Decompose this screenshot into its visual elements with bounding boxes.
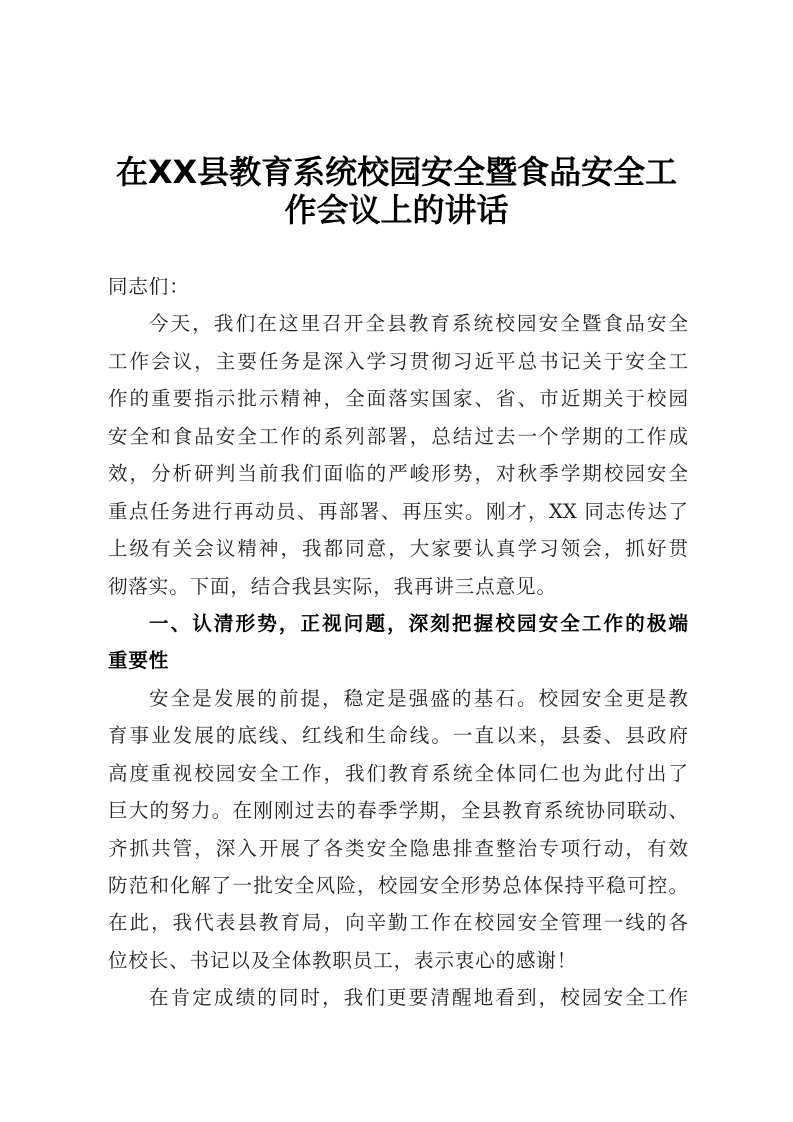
paragraph-line: 工作会议，主要任务是深入学习贯彻习近平总书记关于安全工 — [108, 349, 688, 373]
paragraph-line: 效，分析研判当前我们面临的严峻形势，对秋季学期校园安全 — [108, 462, 688, 486]
paragraph-line: 今天，我们在这里召开全县教育系统校园安全暨食品安全 — [149, 312, 688, 336]
document-body — [108, 268, 688, 1017]
paragraph-line: 在此，我代表县教育局，向辛勤工作在校园安全管理一线的各 — [108, 911, 688, 935]
paragraph-line: 巨大的努力。在刚刚过去的春季学期，全县教育系统协同联动、 — [108, 799, 688, 823]
paragraph-line: 上级有关会议精神，我都同意，大家要认真学习领会，抓好贯 — [108, 537, 688, 561]
paragraph-line: 高度重视校园安全工作，我们教育系统全体同仁也为此付出了 — [108, 761, 688, 785]
paragraph-line: 齐抓共管，深入开展了各类安全隐患排查整治专项行动，有效 — [108, 836, 688, 860]
paragraph-line: 作的重要指示批示精神，全面落实国家、省、市近期关于校园 — [108, 387, 688, 411]
document-title-line-2: 作会议上的讲话 — [284, 191, 509, 229]
paragraph-line: 防范和化解了一批安全风险，校园安全形势总体保持平稳可控。 — [108, 874, 688, 897]
document-title-line-1: 在XX县教育系统校园安全暨食品安全工 — [115, 153, 678, 191]
section-heading: 重要性 — [108, 649, 170, 673]
paragraph-line: 安全和食品安全工作的系列部署，总结过去一个学期的工作成 — [108, 424, 688, 448]
paragraph-line: 在肯定成绩的同时，我们更要清醒地看到，校园安全工作 — [149, 986, 688, 1010]
paragraph-line: 重点任务进行再动员、再部署、再压实。刚才，XX 同志传达了 — [108, 499, 688, 523]
section-heading: 一、认清形势，正视问题，深刻把握校园安全工作的极端 — [149, 611, 688, 635]
paragraph-line: 育事业发展的底线、红线和生命线。一直以来，县委、县政府 — [108, 724, 688, 748]
salutation: 同志们： — [108, 275, 190, 298]
paragraph-line: 安全是发展的前提，稳定是强盛的基石。校园安全更是教 — [149, 686, 688, 710]
paragraph-line: 彻落实。下面，结合我县实际，我再讲三点意见。 — [108, 574, 557, 598]
paragraph-line: 位校长、书记以及全体教职员工，表示衷心的感谢！ — [108, 948, 578, 972]
